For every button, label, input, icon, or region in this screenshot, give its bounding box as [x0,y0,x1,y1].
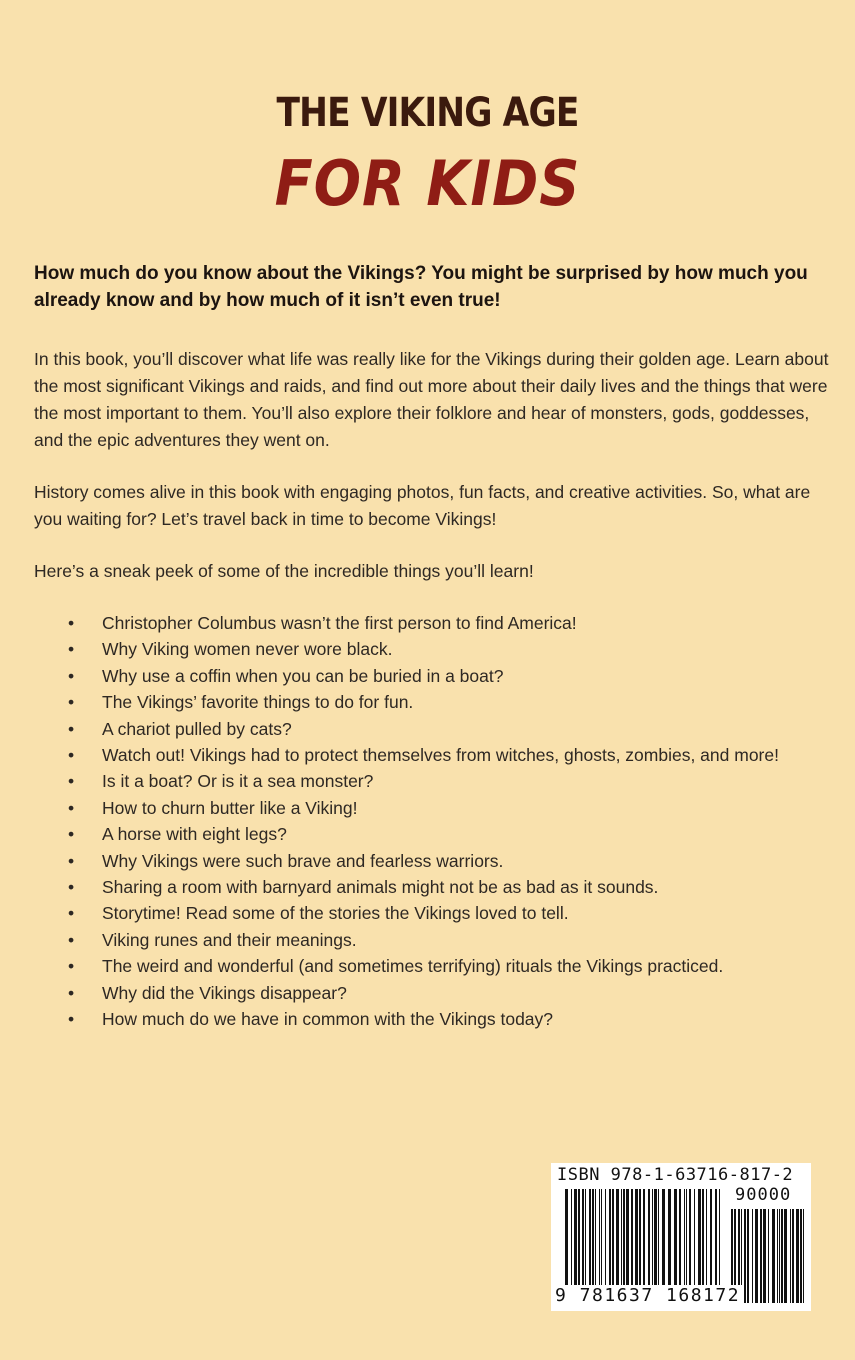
barcode-bar [626,1189,629,1287]
barcode-bar [772,1209,775,1303]
barcode-bar [571,1189,572,1287]
barcode-bar [715,1189,717,1287]
isbn-barcode [551,1163,811,1311]
bullet-dot-icon: • [68,850,75,871]
bullet-dot-icon: • [68,797,75,818]
price-code: 90000 [735,1185,792,1205]
barcode-bar [582,1189,584,1287]
bullet-dot-icon: • [68,613,75,633]
barcode-bar [763,1209,766,1303]
bullet-item [68,1006,834,1032]
bullet-item [68,980,834,1006]
isbn-label: ISBN 978-1-63716-817-2 [557,1165,794,1185]
ean-digits: 9 781637 168172 [555,1285,741,1306]
bullet-text: Viking runes and their meanings. [102,929,357,950]
back-cover-blurb [34,260,834,1033]
bullet-item [68,768,834,794]
barcode-bar [768,1209,769,1303]
bullet-dot-icon: • [68,824,75,845]
barcode-bar [639,1189,641,1287]
bullet-item [68,927,834,953]
bullet-dot-icon: • [68,692,75,713]
barcode-bar [565,1189,568,1287]
bullet-dot-icon: • [68,982,75,1003]
barcode-bar [803,1209,804,1303]
bullet-dot-icon: • [68,665,75,686]
book-title [0,86,855,222]
barcode-bar [760,1209,762,1303]
barcode-bar [648,1189,650,1287]
barcode-bar [605,1189,606,1287]
bullet-item [68,742,834,768]
barcode-bar [796,1209,799,1303]
sneak-peek-paragraph: Here’s a sneak peek of some of the incredible things you’ll learn! [34,561,534,581]
bullet-dot-icon: • [68,877,75,898]
bullet-item [68,610,834,636]
bullet-dot-icon: • [68,745,75,766]
barcode-bar [684,1189,685,1287]
bullet-text: Watch out! Vikings had to protect themselves from witches, ghosts, zombies, and more! [102,745,779,766]
bullet-item [68,821,834,847]
title-line-2: FOR KIDS [274,147,581,220]
bullet-text: Is it a boat? Or is it a sea monster? [102,771,374,792]
bullet-item [68,953,834,979]
history-paragraph: History comes alive in this book with engaging photos, fun facts, and creative activities. So, what are you waiting for? Let’s travel back in time to become Vikings! [34,482,811,529]
barcode-bar [800,1209,802,1303]
barcode-bar [643,1189,645,1287]
barcode-bar [662,1189,665,1287]
description-paragraph: In this book, you’ll discover what life was really like for the Vikings during their golden age. Learn about the most significant Vikings and raids, and find out more about their daily lives and the things that were the most important to them. You’ll also explore their folklore and hear of monsters, gods, goddesses, and the epic adventures they went on. [34,349,829,450]
bullet-text: Why use a coffin when you can be buried in a boat? [102,665,504,686]
bullet-item [68,636,834,662]
bullet-item [68,795,834,821]
barcode-bar [621,1189,622,1287]
bullet-item [68,716,834,742]
bullet-dot-icon: • [68,639,75,660]
barcode-bar [702,1189,704,1287]
barcode-bar [623,1189,625,1287]
bullet-item [68,689,834,715]
barcode-bar [668,1189,671,1287]
barcode-bar [578,1189,580,1287]
barcode-bar [679,1189,681,1287]
barcode-bar [719,1189,720,1287]
bullet-text: Why Viking women never wore black. [102,639,393,660]
barcode-bar [592,1189,594,1287]
barcode-bar [652,1189,653,1287]
intro-paragraph: How much do you know about the Vikings? You might be surprised by how much you already know and by how much of it isn’t even true! [34,263,808,311]
bullet-dot-icon: • [68,929,75,950]
barcode-bar [755,1209,758,1303]
bullet-text: Christopher Columbus wasn’t the first person to find America! [102,613,577,633]
bullet-dot-icon: • [68,903,75,924]
bullet-item [68,874,834,900]
bullet-text: Why Vikings were such brave and fearless warriors. [102,850,504,871]
barcode-bar [694,1189,695,1287]
barcode-bar [609,1189,611,1287]
barcode-bar [706,1189,707,1287]
barcode-bar [595,1189,596,1287]
barcode-bar [658,1189,659,1287]
barcode-bar [710,1189,712,1287]
bullet-dot-icon: • [68,771,75,792]
barcode-bar [777,1209,778,1303]
barcode-bar [792,1209,794,1303]
barcode-bar [686,1189,687,1287]
bullet-dot-icon: • [68,1009,75,1030]
barcode-bar [574,1189,577,1287]
barcode-bar [781,1209,783,1303]
barcode-bar [601,1189,602,1287]
barcode-bar [631,1189,633,1287]
barcode-bar [635,1189,638,1287]
barcode-bar [698,1189,701,1287]
barcode-bar [599,1189,600,1287]
bullet-text: A chariot pulled by cats? [102,718,292,739]
barcode-bar [744,1209,746,1303]
bullet-text: A horse with eight legs? [102,824,287,845]
bullet-list [34,610,834,1033]
barcode-bar [790,1209,791,1303]
bullet-text: Sharing a room with barnyard animals might not be as bad as it sounds. [102,877,659,898]
barcode-bar [689,1189,691,1287]
title-line-1: THE VIKING AGE [276,90,579,136]
barcode-bar [784,1209,787,1303]
barcode-bar [654,1189,657,1287]
bullet-text: The weird and wonderful (and sometimes terrifying) rituals the Vikings practiced. [102,956,724,977]
bullet-text: Why did the Vikings disappear? [102,982,347,1003]
bullet-text: The Vikings’ favorite things to do for fun. [102,692,414,713]
barcode-bar [585,1189,586,1287]
bullet-dot-icon: • [68,956,75,977]
bullet-item [68,848,834,874]
bullet-text: How to churn butter like a Viking! [102,797,358,818]
barcode-bar [612,1189,614,1287]
barcode-bar [779,1209,780,1303]
barcode-bar [616,1189,619,1287]
barcode-bar [752,1209,753,1303]
bullet-dot-icon: • [68,718,75,739]
barcode-bar [589,1189,591,1287]
bullet-text: How much do we have in common with the Vikings today? [102,1009,554,1030]
bullet-item [68,663,834,689]
barcode-bar [674,1189,677,1287]
bullet-item [68,900,834,926]
barcode-bar [747,1209,749,1303]
bullet-text: Storytime! Read some of the stories the Vikings loved to tell. [102,903,569,924]
